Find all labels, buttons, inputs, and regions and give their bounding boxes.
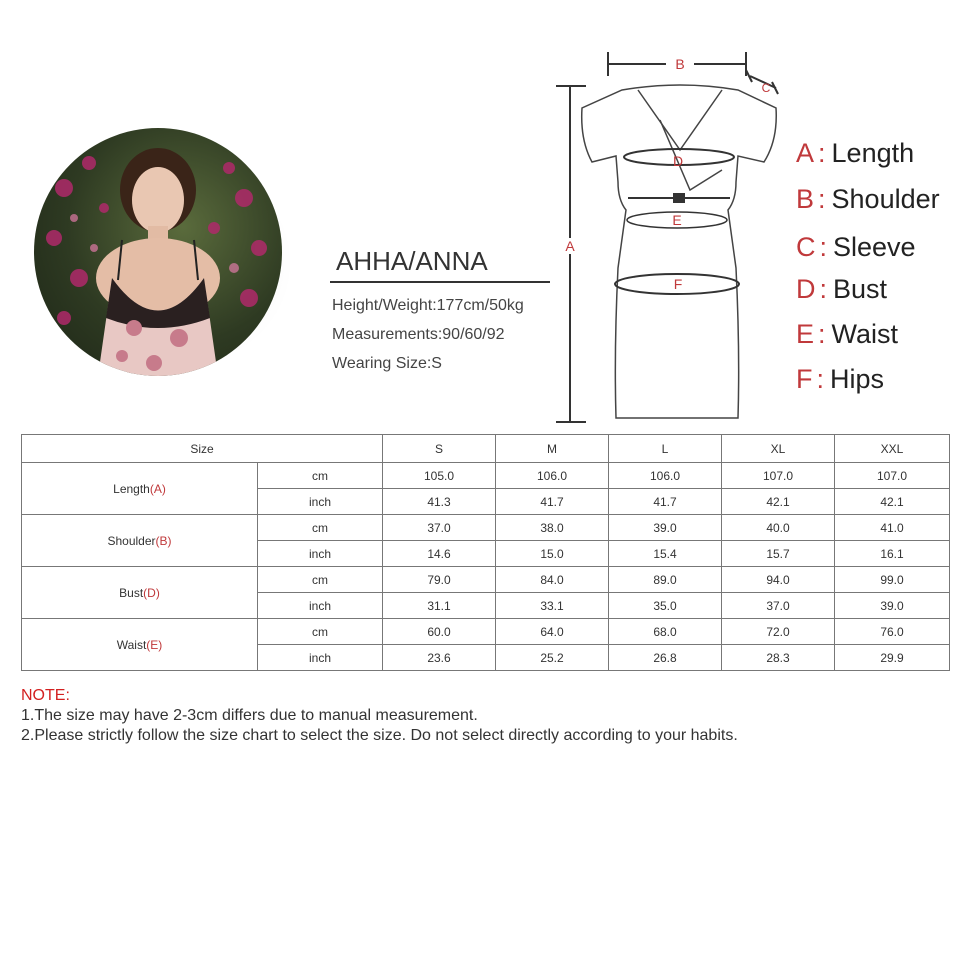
table-row [22, 463, 950, 489]
table-cell: 79.0 [383, 567, 496, 593]
diagram-label-c: C [761, 81, 771, 95]
diagram-label-e: E [672, 212, 682, 228]
legend-item-hips [796, 364, 884, 395]
legend-letter: B [796, 184, 815, 214]
legend-letter: F [796, 364, 813, 394]
legend-colon: : [818, 138, 826, 168]
measurement-ref: (A) [149, 481, 166, 496]
size-header-s: S [383, 435, 496, 463]
measurement-name: Bust [119, 585, 144, 600]
diagram-label-b: B [675, 56, 685, 72]
table-cell: 106.0 [609, 463, 722, 489]
table-cell: 68.0 [609, 619, 722, 645]
model-illustration [34, 128, 282, 376]
table-cell: 39.0 [835, 593, 950, 619]
table-cell: 64.0 [496, 619, 609, 645]
table-cell: 37.0 [383, 515, 496, 541]
legend-item-shoulder [796, 184, 940, 215]
legend-letter: C [796, 232, 816, 262]
model-photo [34, 128, 286, 376]
legend-colon: : [818, 319, 826, 349]
table-header-row [22, 435, 950, 463]
measurement-ref: (D) [143, 585, 160, 600]
legend-item-sleeve [796, 232, 916, 263]
unit-cell: inch [258, 489, 383, 515]
table-cell: 41.7 [496, 489, 609, 515]
legend-colon: : [819, 274, 828, 304]
model-measurements: Measurements:90/60/92 [332, 326, 505, 343]
table-cell: 38.0 [496, 515, 609, 541]
table-cell: 60.0 [383, 619, 496, 645]
table-cell: 105.0 [383, 463, 496, 489]
table-cell: 35.0 [609, 593, 722, 619]
note-title: NOTE: [21, 687, 70, 704]
dress-diagram [540, 50, 800, 430]
table-cell: 14.6 [383, 541, 496, 567]
measurement-label-waist [22, 619, 258, 671]
table-cell: 15.0 [496, 541, 609, 567]
note-line-2: 2.Please strictly follow the size chart to select the size. Do not select directly according to your habits. [21, 727, 738, 744]
table-cell: 29.9 [835, 645, 950, 671]
name-underline [330, 281, 550, 283]
legend-label: Hips [830, 364, 885, 394]
table-cell: 15.4 [609, 541, 722, 567]
table-cell: 41.3 [383, 489, 496, 515]
table-cell: 84.0 [496, 567, 609, 593]
table-cell: 37.0 [722, 593, 835, 619]
table-row [22, 567, 950, 593]
table-cell: 106.0 [496, 463, 609, 489]
diagram-label-a: A [565, 238, 575, 254]
measurement-name: Waist [116, 637, 147, 652]
table-cell: 41.7 [609, 489, 722, 515]
legend-label: Bust [833, 274, 888, 304]
table-cell: 31.1 [383, 593, 496, 619]
table-cell: 25.2 [496, 645, 609, 671]
table-cell: 42.1 [722, 489, 835, 515]
table-cell: 107.0 [835, 463, 950, 489]
legend-label: Sleeve [833, 232, 916, 262]
size-header-m: M [496, 435, 609, 463]
legend-label: Length [831, 138, 915, 168]
legend-letter: D [796, 274, 816, 304]
unit-cell: inch [258, 541, 383, 567]
table-cell: 72.0 [722, 619, 835, 645]
table-cell: 42.1 [835, 489, 950, 515]
table-cell: 15.7 [722, 541, 835, 567]
measurement-label-shoulder [22, 515, 258, 567]
unit-cell: cm [258, 567, 383, 593]
legend-label: Shoulder [831, 184, 940, 214]
legend-letter: A [796, 138, 815, 168]
legend-item-waist [796, 319, 898, 350]
size-table [21, 434, 950, 671]
measurement-ref: (B) [155, 533, 172, 548]
model-wearing-size: Wearing Size:S [332, 355, 442, 372]
diagram-label-f: F [673, 276, 683, 292]
measurement-label-bust [22, 567, 258, 619]
model-name: AHHA/ANNA [336, 246, 488, 276]
diagram-label-d: D [672, 153, 684, 169]
measurement-name: Length [113, 481, 150, 496]
table-cell: 39.0 [609, 515, 722, 541]
table-row [22, 619, 950, 645]
measurement-ref: (E) [146, 637, 163, 652]
table-cell: 107.0 [722, 463, 835, 489]
table-cell: 16.1 [835, 541, 950, 567]
table-cell: 28.3 [722, 645, 835, 671]
table-row [22, 515, 950, 541]
table-cell: 76.0 [835, 619, 950, 645]
table-cell: 26.8 [609, 645, 722, 671]
legend-label: Waist [831, 319, 899, 349]
size-header: Size [22, 435, 383, 463]
table-cell: 33.1 [496, 593, 609, 619]
model-height-weight: Height/Weight:177cm/50kg [332, 297, 524, 314]
legend-colon: : [818, 184, 826, 214]
table-cell: 23.6 [383, 645, 496, 671]
legend-letter: E [796, 319, 815, 349]
legend-colon: : [819, 232, 828, 262]
legend-item-bust [796, 274, 887, 305]
table-cell: 99.0 [835, 567, 950, 593]
table-cell: 41.0 [835, 515, 950, 541]
unit-cell: inch [258, 645, 383, 671]
table-cell: 89.0 [609, 567, 722, 593]
size-header-xl: XL [722, 435, 835, 463]
note-line-1: 1.The size may have 2-3cm differs due to manual measurement. [21, 707, 478, 724]
size-header-l: L [609, 435, 722, 463]
table-cell: 40.0 [722, 515, 835, 541]
legend-colon: : [816, 364, 825, 394]
measurement-label-length [22, 463, 258, 515]
unit-cell: cm [258, 463, 383, 489]
legend-item-length [796, 138, 914, 169]
unit-cell: cm [258, 515, 383, 541]
unit-cell: inch [258, 593, 383, 619]
model-photo-circle [34, 128, 282, 376]
table-cell: 94.0 [722, 567, 835, 593]
unit-cell: cm [258, 619, 383, 645]
size-header-xxl: XXL [835, 435, 950, 463]
measurement-name: Shoulder [107, 533, 156, 548]
